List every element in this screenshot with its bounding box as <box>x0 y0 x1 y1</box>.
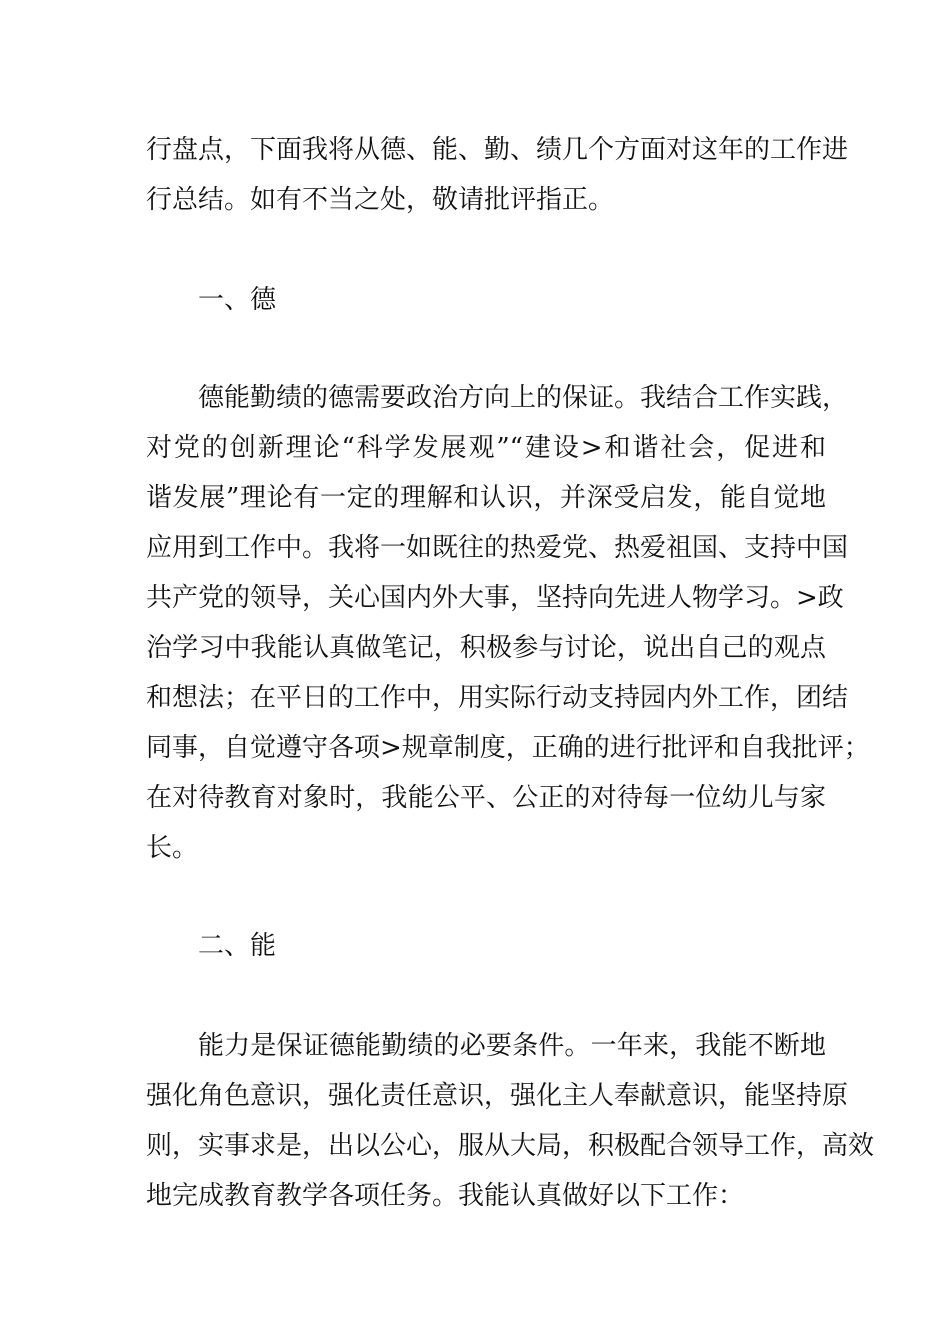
paragraph-line: 在对待教育对象时，我能公平、公正的对待每一位幼儿与家 <box>146 783 826 813</box>
section-heading-neng: 二、能 <box>198 931 277 961</box>
paragraph-line: 长。 <box>146 833 199 863</box>
section-heading-de: 一、德 <box>198 285 277 315</box>
paragraph-line: 治学习中我能认真做笔记，积极参与讨论，说出自己的观点 <box>146 633 826 663</box>
paragraph-line: 对党的创新理论“科学发展观”“建设>和谐社会，促进和 <box>146 433 826 463</box>
intro-line: 行盘点，下面我将从德、能、勤、绩几个方面对这年的工作进 <box>146 135 849 165</box>
paragraph-line: 同事，自觉遵守各项>规章制度，正确的进行批评和自我批评； <box>146 733 870 763</box>
paragraph-line: 地完成教育教学各项任务。我能认真做好以下工作： <box>146 1181 745 1211</box>
paragraph-line: 谐发展”理论有一定的理解和认识，并深受启发，能自觉地 <box>146 483 826 513</box>
paragraph-line: 和想法；在平日的工作中，用实际行动支持园内外工作，团结 <box>146 683 849 713</box>
paragraph-line: 德能勤绩的德需要政治方向上的保证。我结合工作实践， <box>198 383 849 413</box>
intro-line: 行总结。如有不当之处，敬请批评指正。 <box>146 185 615 215</box>
paragraph-line: 则，实事求是，出以公心，服从大局，积极配合领导工作，高效 <box>146 1131 875 1161</box>
paragraph-line: 强化角色意识，强化责任意识，强化主人奉献意识，能坚持原 <box>146 1081 849 1111</box>
paragraph-line: 应用到工作中。我将一如既往的热爱党、热爱祖国、支持中国 <box>146 533 849 563</box>
paragraph-line: 能力是保证德能勤绩的必要条件。一年来，我能不断地 <box>198 1031 826 1061</box>
paragraph-line: 共产党的领导，关心国内外大事，坚持向先进人物学习。>政 <box>146 583 844 613</box>
